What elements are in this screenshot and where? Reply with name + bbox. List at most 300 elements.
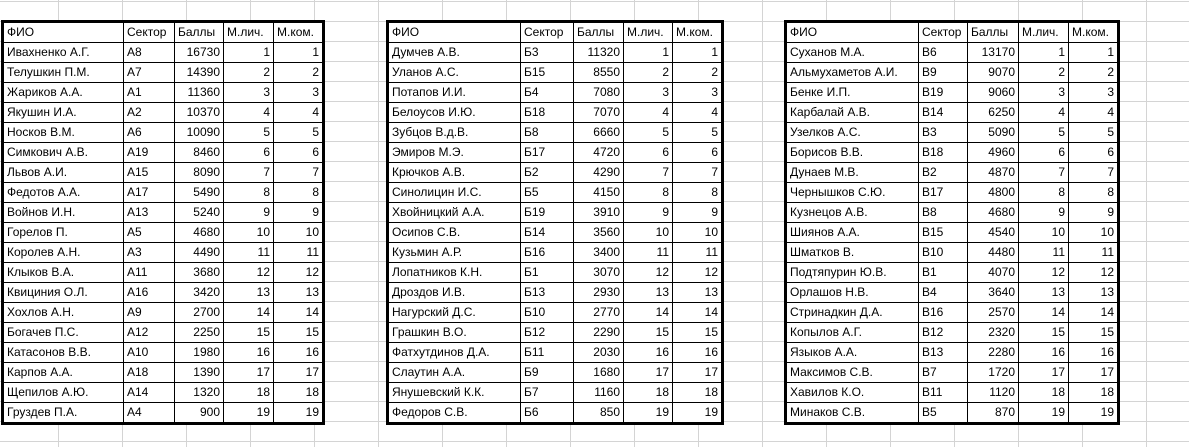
team-place-cell[interactable]: 4 [673, 103, 723, 123]
sector-cell[interactable]: А17 [124, 183, 175, 203]
sector-cell[interactable]: А11 [124, 263, 175, 283]
personal-place-cell[interactable]: 16 [1019, 343, 1069, 363]
personal-place-cell[interactable]: 13 [224, 283, 274, 303]
name-cell[interactable]: Эмиров М.Э. [388, 143, 521, 163]
name-cell[interactable]: Подтяпурин Ю.В. [786, 263, 919, 283]
name-cell[interactable]: Борисов В.В. [786, 143, 919, 163]
team-place-cell[interactable]: 2 [1069, 63, 1119, 83]
sector-cell[interactable]: А7 [124, 63, 175, 83]
team-place-cell[interactable]: 18 [274, 383, 324, 403]
name-cell[interactable]: Думчев А.В. [388, 43, 521, 63]
personal-place-cell[interactable]: 15 [624, 323, 673, 343]
team-place-cell[interactable]: 1 [274, 43, 324, 63]
sector-cell[interactable]: А4 [124, 403, 175, 424]
personal-place-cell[interactable]: 6 [224, 143, 274, 163]
team-place-cell[interactable]: 17 [274, 363, 324, 383]
score-cell[interactable]: 11320 [574, 43, 624, 63]
name-cell[interactable]: Копылов А.Г. [786, 323, 919, 343]
name-cell[interactable]: Орлашов Н.В. [786, 283, 919, 303]
score-cell[interactable]: 4720 [574, 143, 624, 163]
column-header[interactable]: Баллы [968, 22, 1019, 43]
sector-cell[interactable]: А12 [124, 323, 175, 343]
team-place-cell[interactable]: 4 [1069, 103, 1119, 123]
score-cell[interactable]: 2280 [968, 343, 1019, 363]
personal-place-cell[interactable]: 13 [624, 283, 673, 303]
column-header[interactable]: Сектор [124, 22, 175, 43]
column-header[interactable]: ФИО [786, 22, 919, 43]
score-cell[interactable]: 8090 [175, 163, 224, 183]
personal-place-cell[interactable]: 9 [1019, 203, 1069, 223]
score-cell[interactable]: 11360 [175, 83, 224, 103]
team-place-cell[interactable]: 10 [673, 223, 723, 243]
sector-cell[interactable]: Б9 [521, 363, 574, 383]
team-place-cell[interactable]: 8 [274, 183, 324, 203]
personal-place-cell[interactable]: 14 [1019, 303, 1069, 323]
score-cell[interactable]: 5240 [175, 203, 224, 223]
team-place-cell[interactable]: 15 [274, 323, 324, 343]
personal-place-cell[interactable]: 3 [624, 83, 673, 103]
sector-cell[interactable]: Б16 [521, 243, 574, 263]
name-cell[interactable]: Кузнецов А.В. [786, 203, 919, 223]
name-cell[interactable]: Слаутин А.А. [388, 363, 521, 383]
sector-cell[interactable]: Б14 [521, 223, 574, 243]
score-cell[interactable]: 1390 [175, 363, 224, 383]
score-cell[interactable]: 2320 [968, 323, 1019, 343]
sector-cell[interactable]: В9 [919, 63, 968, 83]
name-cell[interactable]: Львов А.И. [3, 163, 124, 183]
name-cell[interactable]: Максимов С.В. [786, 363, 919, 383]
column-header[interactable]: ФИО [388, 22, 521, 43]
name-cell[interactable]: Горелов П. [3, 223, 124, 243]
team-place-cell[interactable]: 19 [274, 403, 324, 424]
personal-place-cell[interactable]: 12 [224, 263, 274, 283]
score-cell[interactable]: 16730 [175, 43, 224, 63]
score-cell[interactable]: 14390 [175, 63, 224, 83]
name-cell[interactable]: Синолицин И.С. [388, 183, 521, 203]
score-cell[interactable]: 870 [968, 403, 1019, 424]
column-header[interactable]: Сектор [919, 22, 968, 43]
score-cell[interactable]: 8550 [574, 63, 624, 83]
personal-place-cell[interactable]: 4 [1019, 103, 1069, 123]
personal-place-cell[interactable]: 1 [1019, 43, 1069, 63]
score-cell[interactable]: 4960 [968, 143, 1019, 163]
personal-place-cell[interactable]: 7 [624, 163, 673, 183]
personal-place-cell[interactable]: 15 [1019, 323, 1069, 343]
name-cell[interactable]: Катасонов В.В. [3, 343, 124, 363]
name-cell[interactable]: Фатхутдинов Д.А. [388, 343, 521, 363]
sector-cell[interactable]: А18 [124, 363, 175, 383]
name-cell[interactable]: Зубцов В.д.В. [388, 123, 521, 143]
name-cell[interactable]: Богачев П.С. [3, 323, 124, 343]
personal-place-cell[interactable]: 16 [624, 343, 673, 363]
name-cell[interactable]: Якушин И.А. [3, 103, 124, 123]
score-cell[interactable]: 3680 [175, 263, 224, 283]
score-cell[interactable]: 3400 [574, 243, 624, 263]
personal-place-cell[interactable]: 6 [1019, 143, 1069, 163]
sector-cell[interactable]: В2 [919, 163, 968, 183]
sector-cell[interactable]: Б6 [521, 403, 574, 424]
personal-place-cell[interactable]: 1 [224, 43, 274, 63]
name-cell[interactable]: Кузьмин А.Р. [388, 243, 521, 263]
sector-cell[interactable]: В15 [919, 223, 968, 243]
score-cell[interactable]: 1160 [574, 383, 624, 403]
name-cell[interactable]: Грашкин В.О. [388, 323, 521, 343]
name-cell[interactable]: Карпов А.А. [3, 363, 124, 383]
column-header[interactable]: М.ком. [274, 22, 324, 43]
team-place-cell[interactable]: 19 [673, 403, 723, 424]
name-cell[interactable]: Крючков А.В. [388, 163, 521, 183]
team-place-cell[interactable]: 13 [1069, 283, 1119, 303]
name-cell[interactable]: Симкович А.В. [3, 143, 124, 163]
name-cell[interactable]: Федоров С.В. [388, 403, 521, 424]
name-cell[interactable]: Федотов А.А. [3, 183, 124, 203]
sector-cell[interactable]: В14 [919, 103, 968, 123]
team-place-cell[interactable]: 7 [274, 163, 324, 183]
personal-place-cell[interactable]: 14 [224, 303, 274, 323]
personal-place-cell[interactable]: 15 [224, 323, 274, 343]
sector-cell[interactable]: В11 [919, 383, 968, 403]
name-cell[interactable]: Белоусов И.Ю. [388, 103, 521, 123]
team-place-cell[interactable]: 8 [1069, 183, 1119, 203]
team-place-cell[interactable]: 16 [673, 343, 723, 363]
score-cell[interactable]: 6660 [574, 123, 624, 143]
sector-cell[interactable]: А15 [124, 163, 175, 183]
name-cell[interactable]: Бенке И.П. [786, 83, 919, 103]
personal-place-cell[interactable]: 3 [224, 83, 274, 103]
sector-cell[interactable]: В6 [919, 43, 968, 63]
sector-cell[interactable]: А14 [124, 383, 175, 403]
sector-cell[interactable]: Б10 [521, 303, 574, 323]
team-place-cell[interactable]: 16 [274, 343, 324, 363]
score-cell[interactable]: 1720 [968, 363, 1019, 383]
name-cell[interactable]: Клыков В.А. [3, 263, 124, 283]
score-cell[interactable]: 7070 [574, 103, 624, 123]
score-cell[interactable]: 3420 [175, 283, 224, 303]
team-place-cell[interactable]: 4 [274, 103, 324, 123]
sector-cell[interactable]: В3 [919, 123, 968, 143]
score-cell[interactable]: 3640 [968, 283, 1019, 303]
score-cell[interactable]: 2030 [574, 343, 624, 363]
team-place-cell[interactable]: 1 [673, 43, 723, 63]
team-place-cell[interactable]: 3 [1069, 83, 1119, 103]
sector-cell[interactable]: А9 [124, 303, 175, 323]
personal-place-cell[interactable]: 19 [224, 403, 274, 424]
team-place-cell[interactable]: 12 [1069, 263, 1119, 283]
personal-place-cell[interactable]: 10 [224, 223, 274, 243]
score-cell[interactable]: 2250 [175, 323, 224, 343]
name-cell[interactable]: Шиянов А.А. [786, 223, 919, 243]
column-header[interactable]: ФИО [3, 22, 124, 43]
name-cell[interactable]: Нагурский Д.С. [388, 303, 521, 323]
team-place-cell[interactable]: 11 [1069, 243, 1119, 263]
team-place-cell[interactable]: 9 [274, 203, 324, 223]
score-cell[interactable]: 850 [574, 403, 624, 424]
sector-cell[interactable]: Б11 [521, 343, 574, 363]
name-cell[interactable]: Чернышков С.Ю. [786, 183, 919, 203]
sector-cell[interactable]: В13 [919, 343, 968, 363]
team-place-cell[interactable]: 11 [274, 243, 324, 263]
column-header[interactable]: Сектор [521, 22, 574, 43]
name-cell[interactable]: Потапов И.И. [388, 83, 521, 103]
name-cell[interactable]: Уланов А.С. [388, 63, 521, 83]
column-header[interactable]: Баллы [574, 22, 624, 43]
score-cell[interactable]: 9070 [968, 63, 1019, 83]
column-header[interactable]: М.лич. [224, 22, 274, 43]
team-place-cell[interactable]: 17 [673, 363, 723, 383]
score-cell[interactable]: 10090 [175, 123, 224, 143]
score-cell[interactable]: 4870 [968, 163, 1019, 183]
team-place-cell[interactable]: 5 [673, 123, 723, 143]
sector-cell[interactable]: Б19 [521, 203, 574, 223]
sector-cell[interactable]: А16 [124, 283, 175, 303]
team-place-cell[interactable]: 2 [673, 63, 723, 83]
personal-place-cell[interactable]: 4 [624, 103, 673, 123]
personal-place-cell[interactable]: 5 [224, 123, 274, 143]
team-place-cell[interactable]: 13 [673, 283, 723, 303]
score-cell[interactable]: 2930 [574, 283, 624, 303]
team-place-cell[interactable]: 9 [673, 203, 723, 223]
personal-place-cell[interactable]: 9 [224, 203, 274, 223]
team-place-cell[interactable]: 17 [1069, 363, 1119, 383]
personal-place-cell[interactable]: 8 [624, 183, 673, 203]
score-cell[interactable]: 4070 [968, 263, 1019, 283]
team-place-cell[interactable]: 5 [1069, 123, 1119, 143]
name-cell[interactable]: Хвойницкий А.А. [388, 203, 521, 223]
personal-place-cell[interactable]: 2 [224, 63, 274, 83]
personal-place-cell[interactable]: 12 [1019, 263, 1069, 283]
score-cell[interactable]: 1120 [968, 383, 1019, 403]
sector-cell[interactable]: Б12 [521, 323, 574, 343]
team-place-cell[interactable]: 9 [1069, 203, 1119, 223]
name-cell[interactable]: Языков А.А. [786, 343, 919, 363]
team-place-cell[interactable]: 14 [274, 303, 324, 323]
sector-cell[interactable]: А2 [124, 103, 175, 123]
team-place-cell[interactable]: 18 [1069, 383, 1119, 403]
name-cell[interactable]: Щепилов А.Ю. [3, 383, 124, 403]
score-cell[interactable]: 3560 [574, 223, 624, 243]
personal-place-cell[interactable]: 8 [1019, 183, 1069, 203]
team-place-cell[interactable]: 12 [274, 263, 324, 283]
sector-cell[interactable]: А19 [124, 143, 175, 163]
score-cell[interactable]: 900 [175, 403, 224, 424]
sector-cell[interactable]: В7 [919, 363, 968, 383]
personal-place-cell[interactable]: 4 [224, 103, 274, 123]
score-cell[interactable]: 1680 [574, 363, 624, 383]
team-place-cell[interactable]: 1 [1069, 43, 1119, 63]
team-place-cell[interactable]: 10 [274, 223, 324, 243]
score-cell[interactable]: 4150 [574, 183, 624, 203]
sector-cell[interactable]: А8 [124, 43, 175, 63]
name-cell[interactable]: Суханов М.А. [786, 43, 919, 63]
team-place-cell[interactable]: 10 [1069, 223, 1119, 243]
sector-cell[interactable]: В4 [919, 283, 968, 303]
sector-cell[interactable]: Б7 [521, 383, 574, 403]
personal-place-cell[interactable]: 10 [624, 223, 673, 243]
name-cell[interactable]: Стринадкин Д.А. [786, 303, 919, 323]
team-place-cell[interactable]: 6 [673, 143, 723, 163]
personal-place-cell[interactable]: 1 [624, 43, 673, 63]
personal-place-cell[interactable]: 18 [1019, 383, 1069, 403]
score-cell[interactable]: 3910 [574, 203, 624, 223]
score-cell[interactable]: 7080 [574, 83, 624, 103]
sector-cell[interactable]: В17 [919, 183, 968, 203]
score-cell[interactable]: 4680 [968, 203, 1019, 223]
name-cell[interactable]: Хохлов А.Н. [3, 303, 124, 323]
personal-place-cell[interactable]: 13 [1019, 283, 1069, 303]
personal-place-cell[interactable]: 19 [1019, 403, 1069, 424]
sector-cell[interactable]: В10 [919, 243, 968, 263]
personal-place-cell[interactable]: 10 [1019, 223, 1069, 243]
sector-cell[interactable]: В5 [919, 403, 968, 424]
name-cell[interactable]: Осипов С.В. [388, 223, 521, 243]
sector-cell[interactable]: Б3 [521, 43, 574, 63]
personal-place-cell[interactable]: 12 [624, 263, 673, 283]
sector-cell[interactable]: В19 [919, 83, 968, 103]
personal-place-cell[interactable]: 11 [624, 243, 673, 263]
sector-cell[interactable]: Б17 [521, 143, 574, 163]
name-cell[interactable]: Дунаев М.В. [786, 163, 919, 183]
name-cell[interactable]: Ивахненко А.Г. [3, 43, 124, 63]
personal-place-cell[interactable]: 11 [224, 243, 274, 263]
personal-place-cell[interactable]: 16 [224, 343, 274, 363]
name-cell[interactable]: Груздев П.А. [3, 403, 124, 424]
personal-place-cell[interactable]: 18 [624, 383, 673, 403]
name-cell[interactable]: Дроздов И.В. [388, 283, 521, 303]
team-place-cell[interactable]: 16 [1069, 343, 1119, 363]
personal-place-cell[interactable]: 17 [624, 363, 673, 383]
personal-place-cell[interactable]: 8 [224, 183, 274, 203]
personal-place-cell[interactable]: 19 [624, 403, 673, 424]
personal-place-cell[interactable]: 7 [1019, 163, 1069, 183]
personal-place-cell[interactable]: 17 [224, 363, 274, 383]
score-cell[interactable]: 10370 [175, 103, 224, 123]
personal-place-cell[interactable]: 5 [1019, 123, 1069, 143]
name-cell[interactable]: Квициния О.Л. [3, 283, 124, 303]
team-place-cell[interactable]: 15 [1069, 323, 1119, 343]
score-cell[interactable]: 13170 [968, 43, 1019, 63]
score-cell[interactable]: 4680 [175, 223, 224, 243]
team-place-cell[interactable]: 3 [274, 83, 324, 103]
sector-cell[interactable]: А13 [124, 203, 175, 223]
score-cell[interactable]: 2770 [574, 303, 624, 323]
team-place-cell[interactable]: 14 [673, 303, 723, 323]
team-place-cell[interactable]: 6 [274, 143, 324, 163]
score-cell[interactable]: 9060 [968, 83, 1019, 103]
name-cell[interactable]: Носков В.М. [3, 123, 124, 143]
team-place-cell[interactable]: 13 [274, 283, 324, 303]
team-place-cell[interactable]: 18 [673, 383, 723, 403]
score-cell[interactable]: 4490 [175, 243, 224, 263]
team-place-cell[interactable]: 19 [1069, 403, 1119, 424]
team-place-cell[interactable]: 2 [274, 63, 324, 83]
team-place-cell[interactable]: 6 [1069, 143, 1119, 163]
score-cell[interactable]: 4540 [968, 223, 1019, 243]
name-cell[interactable]: Войнов И.Н. [3, 203, 124, 223]
team-place-cell[interactable]: 7 [1069, 163, 1119, 183]
name-cell[interactable]: Жариков А.А. [3, 83, 124, 103]
name-cell[interactable]: Королев А.Н. [3, 243, 124, 263]
score-cell[interactable]: 8460 [175, 143, 224, 163]
score-cell[interactable]: 2700 [175, 303, 224, 323]
sector-cell[interactable]: Б15 [521, 63, 574, 83]
team-place-cell[interactable]: 8 [673, 183, 723, 203]
team-place-cell[interactable]: 15 [673, 323, 723, 343]
sector-cell[interactable]: Б4 [521, 83, 574, 103]
personal-place-cell[interactable]: 11 [1019, 243, 1069, 263]
score-cell[interactable]: 4480 [968, 243, 1019, 263]
sector-cell[interactable]: В18 [919, 143, 968, 163]
sector-cell[interactable]: Б5 [521, 183, 574, 203]
sector-cell[interactable]: Б2 [521, 163, 574, 183]
sector-cell[interactable]: Б8 [521, 123, 574, 143]
name-cell[interactable]: Карбалай А.В. [786, 103, 919, 123]
score-cell[interactable]: 5090 [968, 123, 1019, 143]
name-cell[interactable]: Минаков С.В. [786, 403, 919, 424]
column-header[interactable]: М.лич. [1019, 22, 1069, 43]
sector-cell[interactable]: А6 [124, 123, 175, 143]
personal-place-cell[interactable]: 7 [224, 163, 274, 183]
personal-place-cell[interactable]: 2 [624, 63, 673, 83]
score-cell[interactable]: 6250 [968, 103, 1019, 123]
personal-place-cell[interactable]: 18 [224, 383, 274, 403]
sector-cell[interactable]: В16 [919, 303, 968, 323]
score-cell[interactable]: 4290 [574, 163, 624, 183]
sector-cell[interactable]: В8 [919, 203, 968, 223]
score-cell[interactable]: 5490 [175, 183, 224, 203]
personal-place-cell[interactable]: 2 [1019, 63, 1069, 83]
sector-cell[interactable]: А1 [124, 83, 175, 103]
team-place-cell[interactable]: 5 [274, 123, 324, 143]
column-header[interactable]: М.ком. [673, 22, 723, 43]
sector-cell[interactable]: Б1 [521, 263, 574, 283]
team-place-cell[interactable]: 11 [673, 243, 723, 263]
name-cell[interactable]: Лопатников К.Н. [388, 263, 521, 283]
column-header[interactable]: М.лич. [624, 22, 673, 43]
personal-place-cell[interactable]: 17 [1019, 363, 1069, 383]
sector-cell[interactable]: Б13 [521, 283, 574, 303]
score-cell[interactable]: 4800 [968, 183, 1019, 203]
team-place-cell[interactable]: 12 [673, 263, 723, 283]
sector-cell[interactable]: А5 [124, 223, 175, 243]
name-cell[interactable]: Шматков В. [786, 243, 919, 263]
name-cell[interactable]: Хавилов К.О. [786, 383, 919, 403]
column-header[interactable]: М.ком. [1069, 22, 1119, 43]
name-cell[interactable]: Узелков А.С. [786, 123, 919, 143]
sector-cell[interactable]: А3 [124, 243, 175, 263]
sector-cell[interactable]: В12 [919, 323, 968, 343]
sector-cell[interactable]: Б18 [521, 103, 574, 123]
score-cell[interactable]: 1980 [175, 343, 224, 363]
personal-place-cell[interactable]: 14 [624, 303, 673, 323]
team-place-cell[interactable]: 7 [673, 163, 723, 183]
name-cell[interactable]: Телушкин П.М. [3, 63, 124, 83]
personal-place-cell[interactable]: 3 [1019, 83, 1069, 103]
score-cell[interactable]: 1320 [175, 383, 224, 403]
personal-place-cell[interactable]: 5 [624, 123, 673, 143]
team-place-cell[interactable]: 14 [1069, 303, 1119, 323]
sector-cell[interactable]: В1 [919, 263, 968, 283]
team-place-cell[interactable]: 3 [673, 83, 723, 103]
column-header[interactable]: Баллы [175, 22, 224, 43]
score-cell[interactable]: 3070 [574, 263, 624, 283]
personal-place-cell[interactable]: 6 [624, 143, 673, 163]
score-cell[interactable]: 2290 [574, 323, 624, 343]
name-cell[interactable]: Янушевский К.К. [388, 383, 521, 403]
score-cell[interactable]: 2570 [968, 303, 1019, 323]
personal-place-cell[interactable]: 9 [624, 203, 673, 223]
name-cell[interactable]: Альмухаметов А.И. [786, 63, 919, 83]
sector-cell[interactable]: А10 [124, 343, 175, 363]
